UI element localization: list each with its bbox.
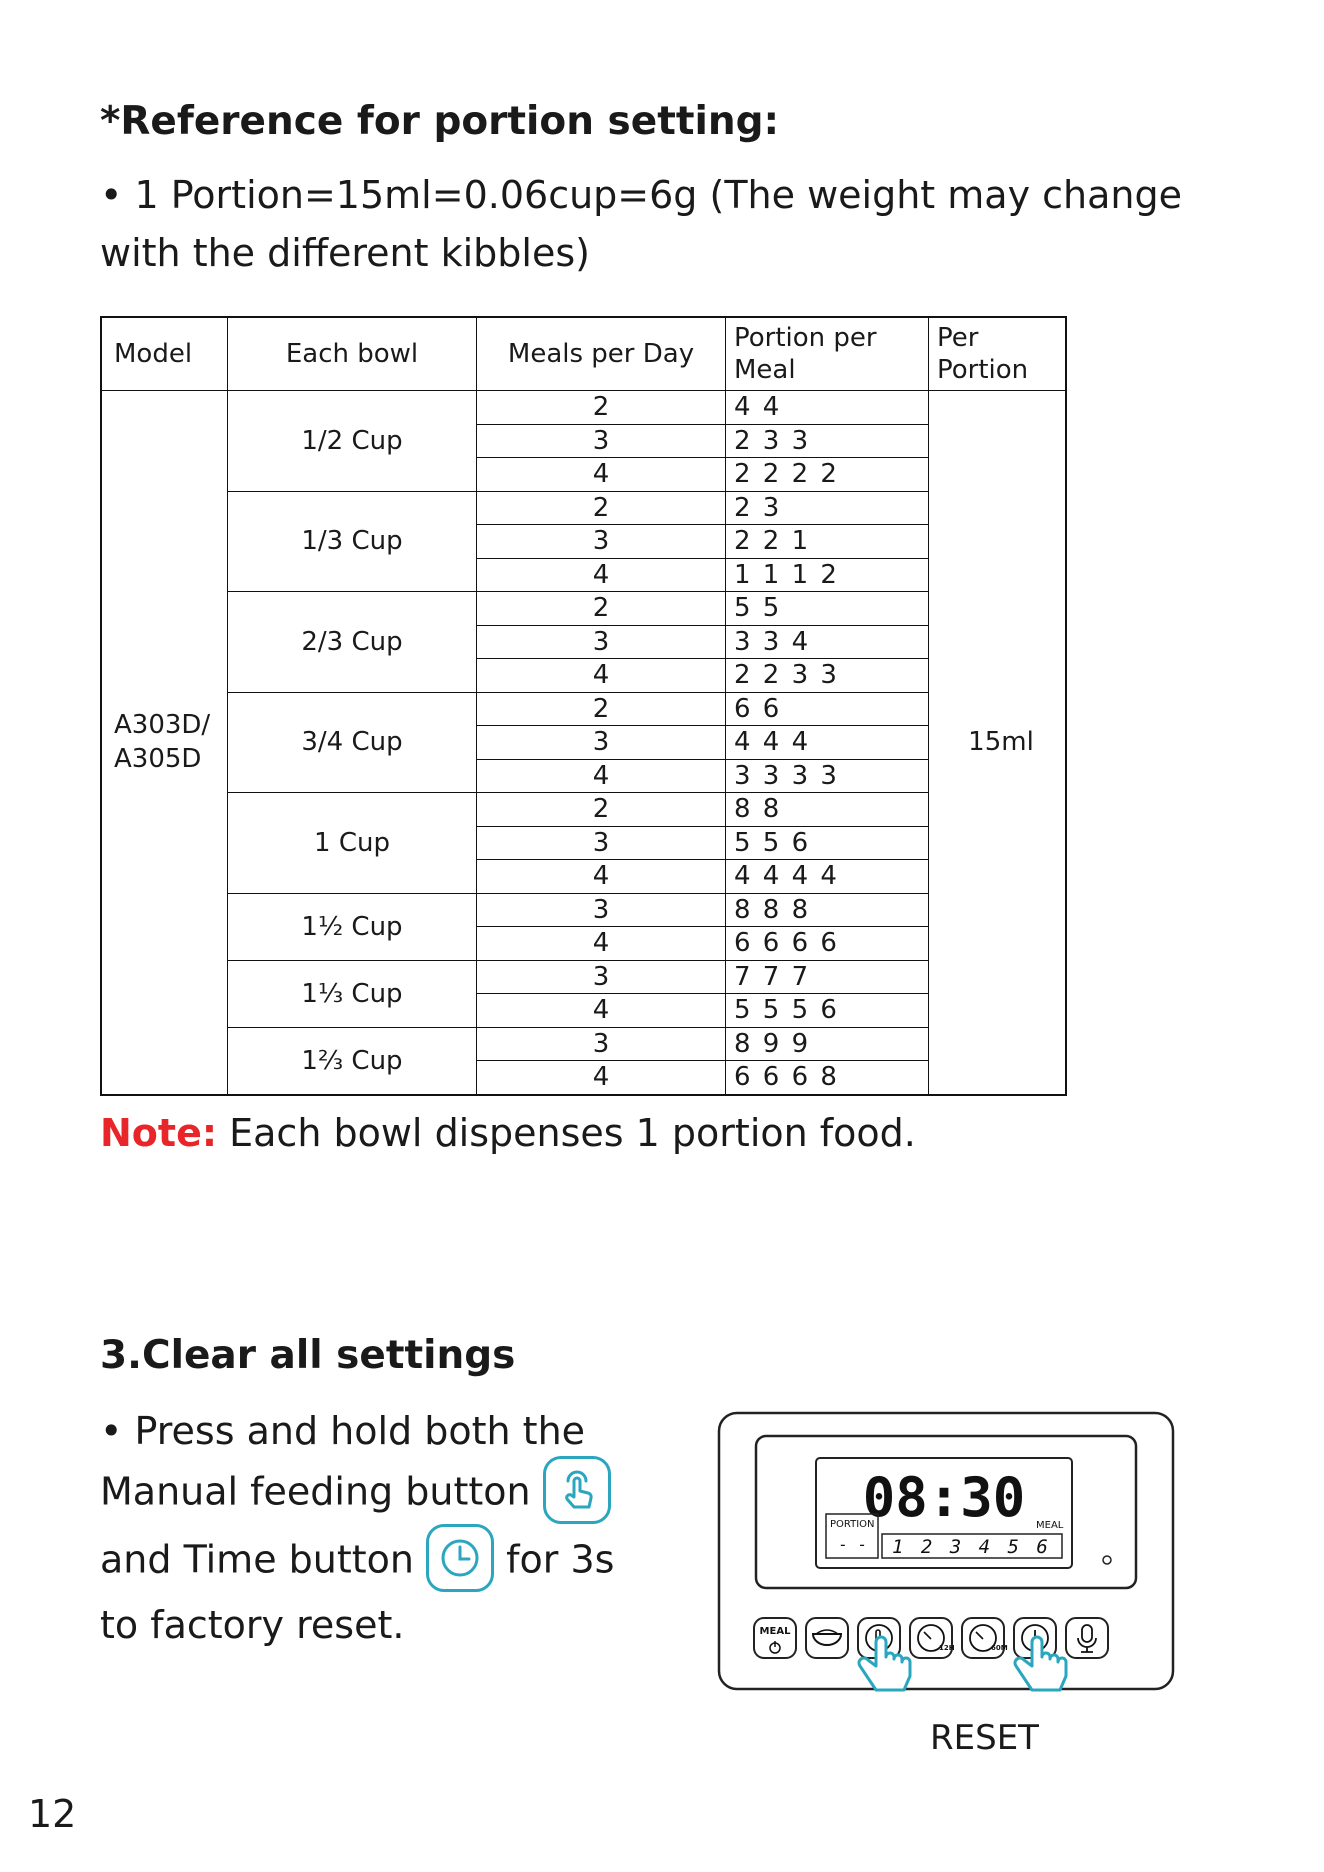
portion-per-meal-cell: 6 6 6 6 (726, 927, 929, 961)
bowl-size-cell: 3/4 Cup (228, 692, 477, 793)
timer-12h-label: 12H (939, 1644, 955, 1652)
portion-per-meal-cell: 3 3 3 3 (726, 759, 929, 793)
portion-per-meal-cell: 6 6 (726, 692, 929, 726)
instr-line-4: to factory reset. (100, 1603, 405, 1647)
meals-per-day-cell: 3 (477, 893, 726, 927)
meals-per-day-cell: 2 (477, 391, 726, 425)
table-row (101, 692, 1066, 726)
header-each-bowl: Each bowl (228, 317, 477, 391)
meals-per-day-cell: 4 (477, 1061, 726, 1095)
record-button[interactable] (1066, 1618, 1108, 1658)
portion-reference-table (100, 316, 1067, 1096)
table-row (101, 491, 1066, 525)
instr-line-3-text-b: for 3s (506, 1537, 615, 1582)
clock-icon (426, 1524, 494, 1592)
portion-per-meal-cell: 5 5 5 6 (726, 994, 929, 1028)
meals-per-day-cell: 4 (477, 659, 726, 693)
bowl-size-cell: 1½ Cup (228, 893, 477, 960)
header-per-portion: Per Portion (929, 317, 1067, 391)
note-text: Each bowl dispenses 1 portion food. (217, 1111, 916, 1155)
portion-per-meal-cell: 4 4 (726, 391, 929, 425)
meals-per-day-cell: 3 (477, 1027, 726, 1061)
portion-per-meal-cell: 2 2 3 3 (726, 659, 929, 693)
lcd-portion-label: PORTION (830, 1519, 875, 1530)
meal-power-button[interactable] (754, 1618, 796, 1658)
header-meals-per-day: Meals per Day (477, 317, 726, 391)
table-row (101, 793, 1066, 827)
portion-per-meal-cell: 7 7 7 (726, 960, 929, 994)
meals-per-day-cell: 2 (477, 793, 726, 827)
per-portion-cell: 15ml (929, 391, 1067, 1095)
bowl-button[interactable] (806, 1618, 848, 1658)
meals-per-day-cell: 3 (477, 625, 726, 659)
table-body (101, 391, 1066, 1095)
table-row (101, 592, 1066, 626)
portion-definition: • 1 Portion=15ml=0.06cup=6g (The weight may change with the different kibbles) (100, 173, 1182, 275)
meals-per-day-cell: 4 (477, 458, 726, 492)
portion-per-meal-cell: 4 4 4 4 (726, 860, 929, 894)
meals-per-day-cell: 4 (477, 558, 726, 592)
header-portion-per-meal: Portion per Meal (726, 317, 929, 391)
portion-per-meal-cell: 5 5 6 (726, 826, 929, 860)
portion-per-meal-cell: 2 3 (726, 491, 929, 525)
table-row (101, 960, 1066, 994)
bowl-size-cell: 2/3 Cup (228, 592, 477, 693)
feeder-control-panel (716, 1410, 1176, 1692)
note-label: Note: (100, 1111, 218, 1155)
portion-per-meal-cell: 8 9 9 (726, 1027, 929, 1061)
instr-line-2 (100, 1460, 660, 1528)
page-number: 12 (28, 1792, 77, 1836)
instr-line-3-text-a: and Time button (100, 1537, 414, 1582)
portion-per-meal-cell: 1 1 1 2 (726, 558, 929, 592)
meal-button-label: MEAL (759, 1626, 791, 1637)
meals-per-day-cell: 3 (477, 726, 726, 760)
meals-per-day-cell: 3 (477, 424, 726, 458)
portion-per-meal-cell: 4 4 4 (726, 726, 929, 760)
portion-per-meal-cell: 3 3 4 (726, 625, 929, 659)
meals-per-day-cell: 2 (477, 491, 726, 525)
meals-per-day-cell: 2 (477, 692, 726, 726)
portion-per-meal-cell: 6 6 6 8 (726, 1061, 929, 1095)
timer-60m-label: 60M (991, 1644, 1008, 1652)
section-title-portion: *Reference for portion setting: (100, 99, 780, 144)
model-cell: A303D/ A305D (101, 391, 228, 1095)
bowl-size-cell: 1⅓ Cup (228, 960, 477, 1027)
section-title-clear-settings: 3.Clear all settings (100, 1333, 516, 1378)
table-row (101, 893, 1066, 927)
bowl-size-cell: 1⅔ Cup (228, 1027, 477, 1095)
bowl-size-cell: 1/3 Cup (228, 491, 477, 592)
instr-line-2-text: Manual feeding button (100, 1469, 531, 1514)
meals-per-day-cell: 4 (477, 860, 726, 894)
lcd-meal-numbers: 1 2 3 4 5 6 (892, 1536, 1051, 1558)
table-row (101, 1027, 1066, 1061)
meals-per-day-cell: 3 (477, 525, 726, 559)
meals-per-day-cell: 3 (477, 960, 726, 994)
portion-per-meal-cell: 2 2 1 (726, 525, 929, 559)
reset-label: RESET (930, 1718, 1039, 1758)
lcd-meal-label: MEAL (1036, 1520, 1064, 1531)
meals-per-day-cell: 4 (477, 759, 726, 793)
instr-line-3 (100, 1528, 660, 1596)
bowl-size-cell: 1 Cup (228, 793, 477, 894)
reset-instructions (100, 1402, 660, 1654)
meals-per-day-cell: 3 (477, 826, 726, 860)
instr-line-1: • Press and hold both the (100, 1409, 586, 1453)
note (100, 1104, 916, 1162)
portion-per-meal-cell: 2 3 3 (726, 424, 929, 458)
table-header-row (101, 317, 1066, 391)
portion-per-meal-cell: 8 8 8 (726, 893, 929, 927)
lcd-portion-value: - - (838, 1535, 867, 1554)
table-row (101, 391, 1066, 425)
timer-60m-button[interactable] (962, 1618, 1008, 1658)
header-model: Model (101, 317, 228, 391)
bowl-size-cell: 1/2 Cup (228, 391, 477, 492)
meals-per-day-cell: 2 (477, 592, 726, 626)
portion-per-meal-cell: 5 5 (726, 592, 929, 626)
portion-per-meal-cell: 8 8 (726, 793, 929, 827)
timer-12h-button[interactable] (910, 1618, 955, 1658)
meals-per-day-cell: 4 (477, 994, 726, 1028)
meals-per-day-cell: 4 (477, 927, 726, 961)
portion-per-meal-cell: 2 2 2 2 (726, 458, 929, 492)
lcd-time: 08:30 (862, 1466, 1026, 1529)
manual-feed-icon (543, 1456, 611, 1524)
